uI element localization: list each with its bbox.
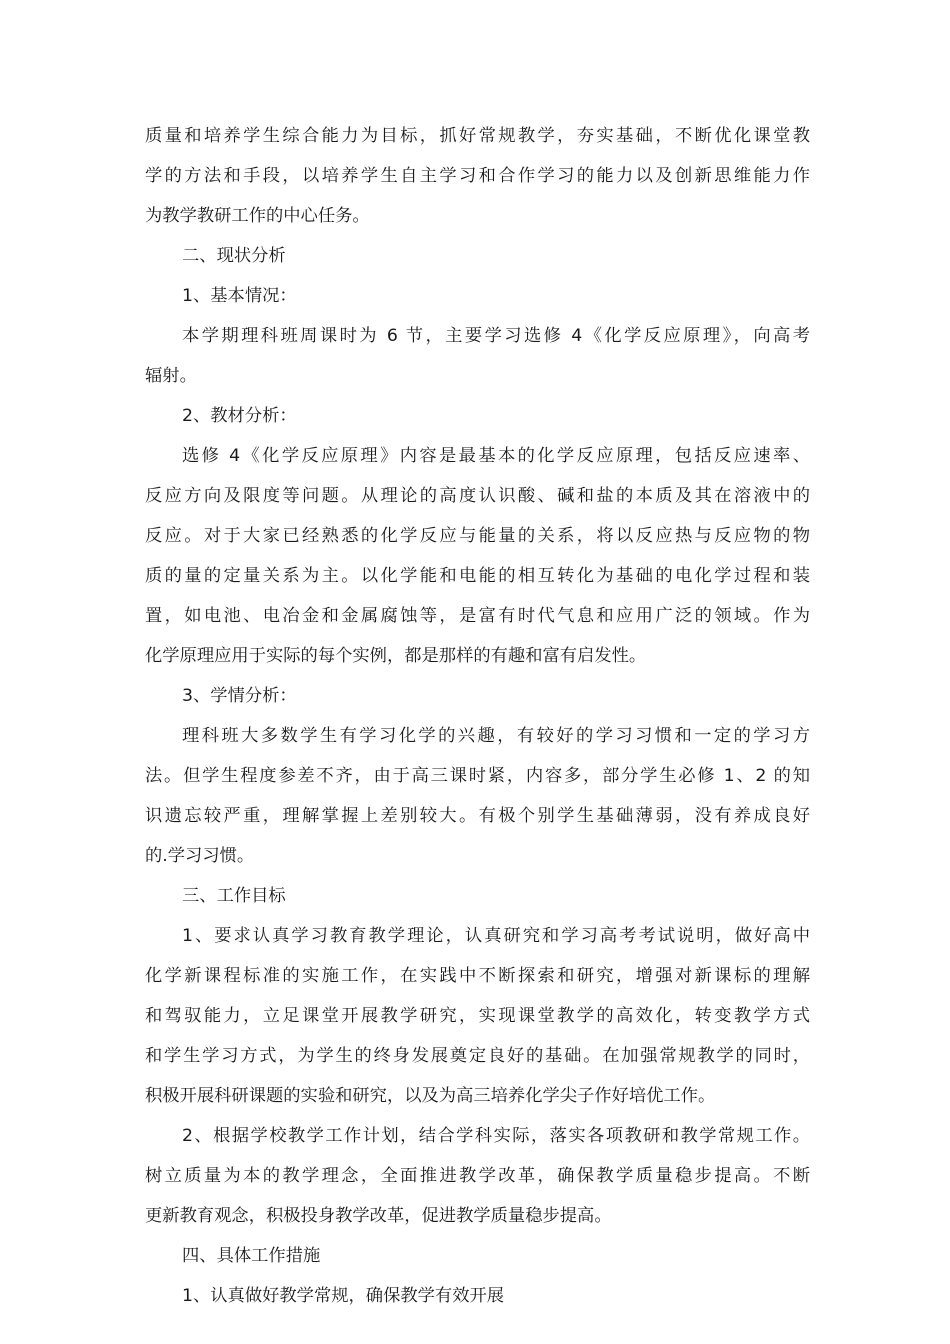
text-line: 1、基本情况： <box>182 286 297 306</box>
text-line: 3、学情分析： <box>182 686 297 706</box>
text-line: 和驾驭能力，立足课堂开展教学研究，实现课堂教学的高效化，转变教学方式 <box>145 1006 810 1026</box>
text-line: 树立质量为本的教学理念，全面推进教学改革，确保教学质量稳步提高。不断 <box>145 1166 810 1186</box>
text-line: 识遗忘较严重，理解掌握上差别较大。有极个别学生基础薄弱，没有养成良好 <box>145 806 810 826</box>
text-line: 法。但学生程度参差不齐，由于高三课时紧，内容多，部分学生必修 1、2 的知 <box>145 766 810 786</box>
text-line: 辐射。 <box>145 366 197 386</box>
text-line: 置，如电池、电冶金和金属腐蚀等，是富有时代气息和应用广泛的领域。作为 <box>145 606 810 626</box>
text-line: 和学生学习方式，为学生的终身发展奠定良好的基础。在加强常规教学的同时， <box>145 1046 810 1066</box>
text-line: 化学新课程标准的实施工作，在实践中不断探索和研究，增强对新课标的理解 <box>145 966 810 986</box>
text-line: 1、认真做好教学常规，确保教学有效开展 <box>182 1286 505 1306</box>
text-line: 二、现状分析 <box>182 246 286 266</box>
text-line: 四、具体工作措施 <box>182 1246 321 1266</box>
text-line: 理科班大多数学生有学习化学的兴趣，有较好的学习习惯和一定的学习方 <box>182 726 810 746</box>
text-line: 的.学习习惯。 <box>145 846 255 866</box>
text-line: 学的方法和手段，以培养学生自主学习和合作学习的能力以及创新思维能力作 <box>145 166 810 186</box>
text-line: 反应方向及限度等问题。从理论的高度认识酸、碱和盐的本质及其在溶液中的 <box>145 486 810 506</box>
text-line: 2、教材分析： <box>182 406 297 426</box>
text-line: 质的量的定量关系为主。以化学能和电能的相互转化为基础的电化学过程和装 <box>145 566 810 586</box>
text-line: 化学原理应用于实际的每个实例，都是那样的有趣和富有启发性。 <box>145 646 647 666</box>
text-line: 本学期理科班周课时为 6 节，主要学习选修 4《化学反应原理》，向高考 <box>182 326 810 346</box>
text-line: 反应。对于大家已经熟悉的化学反应与能量的关系，将以反应热与反应物的物 <box>145 526 810 546</box>
text-line: 选修 4《化学反应原理》内容是最基本的化学反应原理，包括反应速率、 <box>182 446 810 466</box>
text-line: 为教学教研工作的中心任务。 <box>145 206 370 226</box>
document-body <box>145 116 810 1316</box>
text-line: 积极开展科研课题的实验和研究，以及为高三培养化学尖子作好培优工作。 <box>145 1086 716 1106</box>
text-line: 三、工作目标 <box>182 886 286 906</box>
text-line: 2、根据学校教学工作计划，结合学科实际，落实各项教研和教学常规工作。 <box>182 1126 810 1146</box>
text-line: 质量和培养学生综合能力为目标，抓好常规教学，夯实基础，不断优化课堂教 <box>145 126 810 146</box>
text-line: 1、要求认真学习教育教学理论，认真研究和学习高考考试说明，做好高中 <box>182 926 810 946</box>
text-line: 更新教育观念，积极投身教学改革，促进教学质量稳步提高。 <box>145 1206 612 1226</box>
